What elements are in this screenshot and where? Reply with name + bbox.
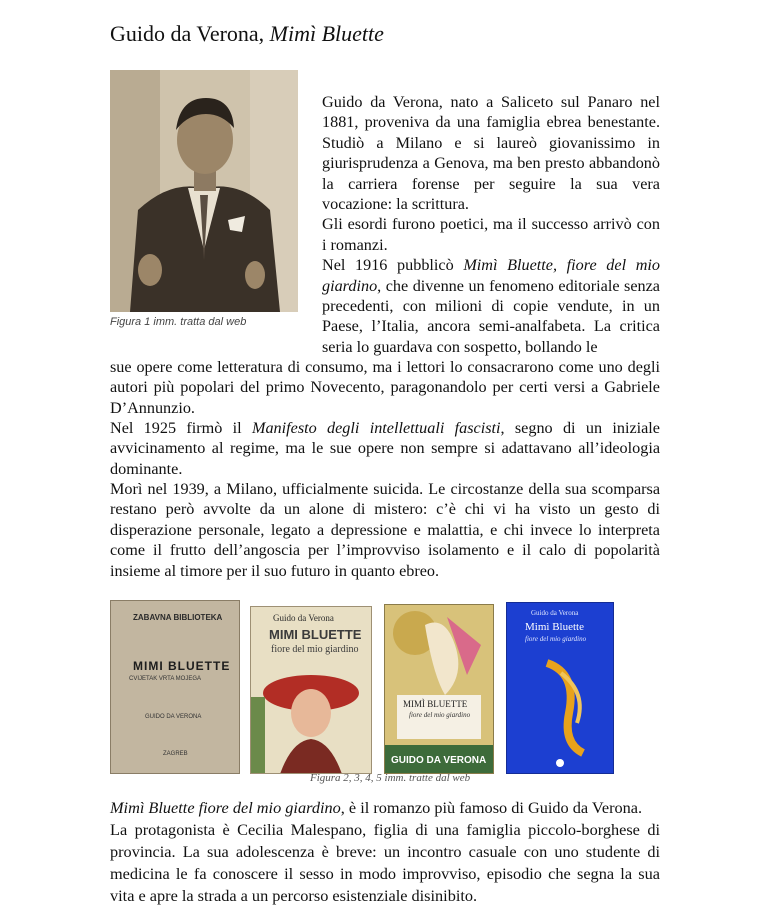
cover3-subtitle: fiore del mio giardino: [409, 711, 471, 719]
intro-paragraph-3-continued: sue opere come letteratura di consumo, ma i lettori lo consacrarono come uno degli autori più popolari del primo Novecento, paragonandolo per certi versi a Gabriele D’Annunzio.: [110, 358, 660, 417]
cover1-city: ZAGREB: [163, 751, 188, 757]
cover-modern-edition: [384, 604, 494, 774]
page-title: [110, 20, 384, 48]
cover1-author: GUIDO DA VERONA: [145, 714, 202, 720]
p3-text-start: Nel 1916 pubblicò: [322, 256, 464, 275]
cover3-illustration: [385, 605, 493, 773]
p4-text-start: Nel 1925 firmò il: [110, 419, 252, 437]
p3-text-end: , che divenne un fenomeno editoriale senza precedenti, con milioni di copie vendute, in un Paese, l’Italia, ancora semi-analfabeta. La critica seria lo guardava con sospetto, bollando le: [322, 276, 660, 356]
cover-zagreb-edition: [110, 600, 240, 774]
cover4-subtitle: fiore del mio giardino: [525, 635, 587, 643]
cover4-author: Guido da Verona: [531, 609, 579, 617]
cover3-author: GUIDO DA VERONA: [391, 755, 487, 766]
title-author: Guido da Verona,: [110, 21, 265, 46]
title-book: Mimì Bluette: [269, 21, 384, 46]
cover1-subtitle: CVIJETAK VRTA MOJEGA: [129, 676, 202, 682]
body-paragraph-4: [110, 418, 660, 479]
closing-paragraph-6: [110, 797, 660, 819]
p4-manifesto-title: Manifesto degli intellettuali fascisti: [251, 419, 501, 437]
cover1-title: MIMI BLUETTE: [133, 659, 231, 673]
cover2-author: Guido da Verona: [273, 613, 334, 623]
p6-book-title: Mimì Bluette fiore del mio giardino: [110, 798, 341, 817]
cover3-title: MIMÌ BLUETTE: [403, 699, 468, 709]
cover-blue-edition: [506, 602, 614, 774]
figure1-caption: Figura 1 imm. tratta dal web: [110, 316, 247, 328]
cover4-brushstrokes: [507, 603, 613, 773]
cover2-title: MIMI BLUETTE: [269, 627, 362, 642]
figures-2-5-caption: Figura 2, 3, 4, 5 imm. tratte dal web: [310, 772, 471, 784]
cover-illustrated-edition: [250, 606, 372, 774]
p4-text-end: , segno di un iniziale avvicinamento al regime, ma le sue opere non sempre si adattavano all’ideologia dominante.: [110, 419, 660, 478]
intro-wrapped-text: [322, 92, 660, 357]
intro-paragraph-3: [322, 255, 660, 357]
closing-paragraph-7: La protagonista è Cecilia Malespano, figlia di una famiglia piccolo-borghese di provincia. La sua adolescenza è breve: un incontro casuale con uno studente di medicina le fa conoscere il sesso in modo improvviso, episodio che segna la sua vita e apre la strada a un percorso esistenziale disinibito.: [110, 820, 660, 905]
cover4-title: Mimì Bluette: [525, 621, 584, 633]
cover1-series: ZABAVNA BIBLIOTEKA: [133, 613, 223, 622]
closing-text: [110, 797, 660, 907]
cover2-subtitle: fiore del mio giardino: [271, 644, 359, 655]
intro-paragraph-2: Gli esordi furono poetici, ma il successo arrivò con i romanzi.: [322, 215, 660, 254]
author-portrait: [110, 70, 298, 312]
body-paragraph-5: Morì nel 1939, a Milano, ufficialmente suicida. Le circostanze della sua scomparsa restano però avvolte da un alone di mistero: c’è chi vi ha visto un gesto di disperazione personale, legato a depressione e malattia, e chi invece lo interpreta come il frutto dell’angoscia per l’improvviso isolamento e il calo di popolarità insieme al timore per il suo futuro in quanto ebreo.: [110, 480, 660, 580]
cover2-illustration: [251, 657, 371, 774]
intro-paragraph-1: Guido da Verona, nato a Saliceto sul Panaro nel 1881, proveniva da una famiglia ebrea benestante. Studiò a Milano e si laureò giovanissimo in giurisprudenza a Genova, ma ben presto abbandonò la carriera forense per seguire la sua vera vocazione: la scrittura.: [322, 93, 660, 214]
p6-text: , è il romanzo più famoso di Guido da Verona.: [340, 798, 643, 817]
p3-book-title: Mimì Bluette, fiore del mio giardino: [322, 256, 660, 295]
